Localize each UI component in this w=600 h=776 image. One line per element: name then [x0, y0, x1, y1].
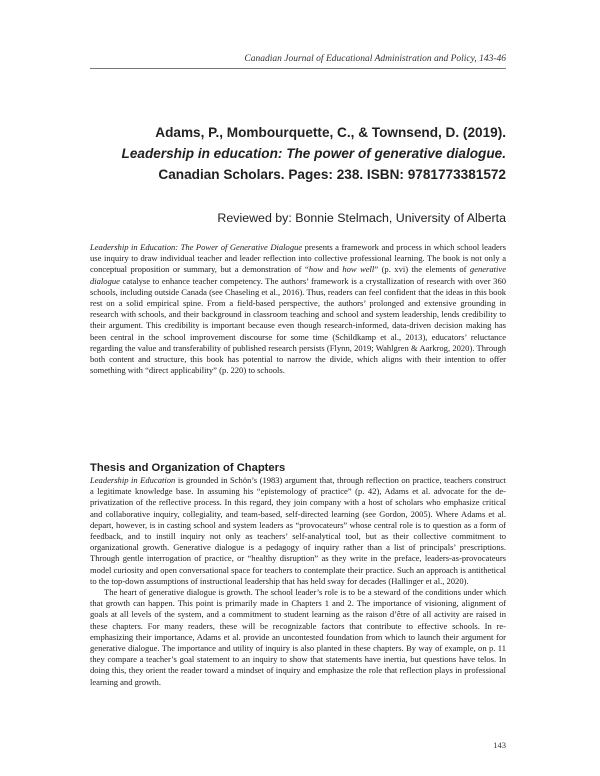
header-rule: [90, 68, 506, 69]
intro-how: how: [308, 264, 324, 275]
running-header: Canadian Journal of Educational Administration and Policy, 143-46: [244, 54, 506, 64]
citation-publisher: Canadian Scholars. Pages: 238. ISBN: 9781773381572: [158, 167, 506, 182]
book-citation: [86, 122, 506, 185]
section-heading: Thesis and Organization of Chapters: [90, 462, 286, 474]
thesis-section-body: [90, 475, 506, 688]
intro-text-1: presents a framework and process in which school leaders use inquiry to draw individual teacher and leader reflection into collective professional learning. The book is not only a conceptual proposition or summary, but a demonstration of “: [90, 242, 506, 275]
intro-text-2: ” (p. xvi) the elements of: [374, 264, 470, 275]
para1-book-title: Leadership in Education: [90, 475, 176, 485]
page-number: 143: [493, 740, 506, 750]
intro-how-well: how well: [342, 264, 375, 275]
intro-text-3: catalyse to enhance teacher competency. The authors’ framework is a crystallization of research with over 360 schools, including outside Canada (see Chaseling et al., 2016). Thus, readers can feel confident that the ideas in this book rest on a solid empirical spine. From a field-based perspective, the authors’ prolonged and extensive grounding in research with schools, and their background in classroom teaching and school and system leadership, lends credibility to their argument. This credibility is important because even though research-informed, data-driven decision making has been central in the school improvement discourse for some time (Schildkamp et al., 2013), educators’ reluctance regarding the value and transferability of published research persists (Flynn, 2019; Wahlgren & Aarkrog, 2020). Through both content and structure, this book has potential to narrow the divide, which aligns with their intention to offer something with “direct applicability” (p. 220) to schools.: [90, 275, 506, 376]
reviewer-line: Reviewed by: Bonnie Stelmach, University of Alberta: [217, 211, 506, 225]
intro-paragraph: [90, 242, 506, 376]
citation-authors: Adams, P., Mombourquette, C., & Townsend, D. (2019).: [155, 125, 506, 140]
intro-and: and: [323, 264, 343, 275]
citation-title: Leadership in education: The power of generative dialogue.: [121, 146, 506, 161]
intro-generative-dialogue: generative dialogue: [90, 264, 506, 286]
para2-text: The heart of generative dialogue is growth. The school leader’s role is to be a steward of the conditions under which that growth can happen. This point is primarily made in Chapters 1 and 2. The importance of visioning, alignment of goals at all levels of the system, and a commitment to student learning as the raison d’être of all activity are raised in these chapters. For many readers, these will be recognizable factors that contribute to effective schools. In re-emphasizing their importance, Adams et al. provide an uncontested foundation from which to launch their argument for generative dialogue. The importance and utility of inquiry is also planted in these chapters. By way of example, on p. 11 they compare a teacher’s goal statement to an inquiry to show that statements have inertia, but questions have telos. In doing this, they orient the reader toward a mindset of inquiry and emphasize the role that reflection plays in professional learning and growth.: [90, 587, 506, 687]
intro-book-title: Leadership in Education: The Power of Generative Dialogue: [90, 242, 303, 252]
para1-text: is grounded in Schön’s (1983) argument that, through reflection on practice, teachers construct a legitimate knowledge base. In assuming his “epistemology of practice” (p. 42), Adams et al. advocate for the de-privatization of the reflective process. In this regard, they join company with a host of scholars who emphasize critical and collaborative inquiry, collegiality, and team-based, self-directed learning (see Gordon, 2005). Where Adams et al. depart, however, is in casting school and system leaders as “provocateurs” whose central role is to question as a form of feedback, and to instill inquiry not only as teachers’ self-analytical tool, but as their collective commitment to organizational growth. Generative dialogue is a pedagogy of inquiry rather than a list of principals’ prescriptions. Through gentle interrogation of practice, or “healthy disruption” as they write in the preface, leaders-as-provocateurs model curiosity and open conversational space for teachers to contemplate their practice. Such an approach is antithetical to the top-down assumptions of instructional leadership that has held sway for decades (Hallinger et al., 2020).: [90, 475, 507, 586]
